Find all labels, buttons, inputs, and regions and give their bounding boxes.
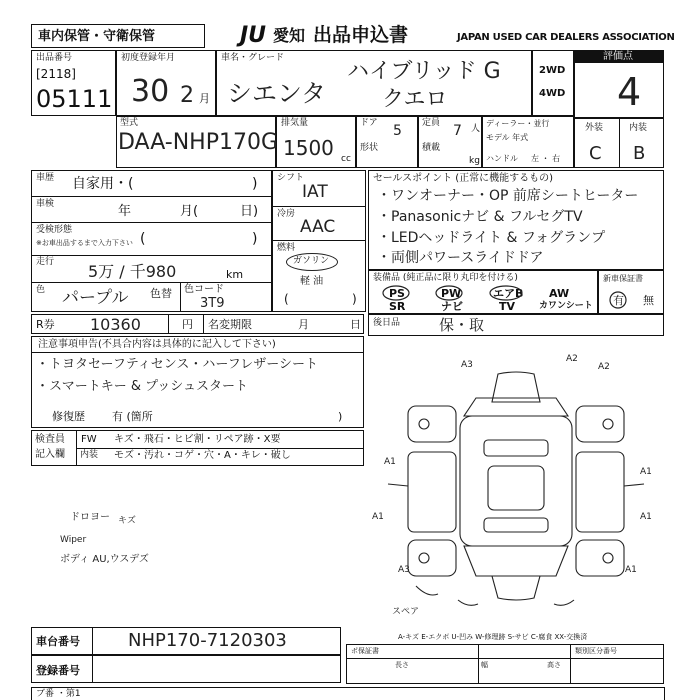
color-code-value: 3T9 [200,296,225,311]
name-change-label: 名変期限 [208,318,252,331]
diagram-mark-right-2: A1 [640,512,652,522]
car-name-value: シエンタ [227,79,327,108]
storage-box [31,24,205,48]
recycle-value: 10360 [90,315,141,334]
diagram-mark-front-right-2: A2 [598,362,610,372]
equip-aw: AW [549,287,570,300]
org-name: 愛知 [273,26,306,45]
inspector-label2: 記入欄 [35,449,65,460]
equip-pw: PW [441,287,462,300]
hand-note-3: Wiper [60,535,87,545]
equipment-circles [368,270,598,314]
warranty-yes: 有 [613,294,624,307]
score-box [574,50,664,118]
lot-sub: [2118] [36,67,76,81]
ext-length-label: 長さ [395,661,409,669]
fuel-gasoline: ガソリン [293,256,330,266]
diagram-mark-rear-left: A3 [398,565,410,575]
shape-label: 形状 [360,143,379,153]
footer-strip [31,687,665,700]
displacement-unit: cc [341,154,351,164]
registration-month: 2 [180,83,194,108]
usage-close: ) [252,176,258,192]
mileage-label: 走行 [36,257,55,267]
condition-box [574,118,664,168]
sales-point-1: ・ワンオーナー・OP 前席シートヒーター [377,188,639,204]
repair-history-value: 有 (箇所 [112,410,153,423]
ac-label: 冷房 [277,209,296,219]
registration-box [116,50,216,116]
notice-label: ポ保証書 [351,647,379,655]
repair-history-label: 修復歴 [52,410,85,423]
notes-box [31,336,364,428]
inspector-row1: キズ・飛石・ヒビ割・リペア跡・X要 [114,434,281,445]
diagram-mark-front-left: A3 [461,360,473,370]
car-body-diagram [368,336,664,626]
notes-label: 注意事項申告(不具合内容は具体的に記入して下さい) [38,339,276,350]
diagram-mark-front-right: A2 [566,354,578,364]
inspect-type-open: ( [140,231,146,247]
grade-line1: ハイブリッド G [347,59,501,84]
ac-value: AAC [300,217,336,237]
inspection-day: 日) [240,204,259,219]
interior-grade: B [633,143,646,164]
recycle-label: R券 [36,318,55,331]
inspect-type-close: ) [252,231,258,247]
handle-options: 左 ・ 右 [531,154,561,163]
fuel-paren-open: ( [284,292,289,306]
doors-value: 5 [393,123,402,139]
chassis-box [31,627,341,655]
diagram-mark-spare: スペア [392,607,420,617]
lot-value: 05111 [36,85,113,113]
later-label: 後日品 [373,318,401,328]
color-value: パープル [62,288,129,308]
hand-note-1: ドロヨー [70,512,110,523]
paint-change-label: 色替 [150,287,172,300]
shift-label: シフト [277,173,305,183]
equip-tv: TV [499,300,516,313]
exterior-grade: C [589,143,602,164]
car-name-box [216,50,532,116]
equip-navi: ナビ [441,300,463,313]
model-year-label: モデル 年式 [486,133,529,142]
inspector-row2: モズ・汚れ・コゲ・穴・A・キレ・破し [114,450,291,461]
registration-label: 初度登録年月 [121,53,176,63]
capacity-box [418,116,482,168]
inspection-label: 車検 [36,199,55,209]
inspection-year: 年 [118,204,132,219]
model-value: DAA-NHP170G [118,130,279,155]
form-title: 出品申込書 [313,24,409,46]
equip-3rd-seat: カワンシート [539,301,593,311]
car-name-label: 車名・グレード [221,53,285,63]
doors-label: ドア [360,118,378,128]
registration-year: 30 [131,74,170,109]
interior-label: 内装 [629,123,648,133]
drive-box [532,50,574,116]
reg-number-box [31,655,341,683]
damage-legend: A-キズ E-エクボ U-凹み W-修理跡 S-サビ C-腐食 XX-交換済 [398,633,588,641]
ju-logo: JU [240,23,267,48]
new-car-label: 新車保証書 [603,274,643,283]
load-unit: kg [469,156,480,166]
recycle-unit: 円 [182,318,193,331]
grade-line2: クエロ [382,87,448,112]
type-number-label: 類別区分番号 [575,647,617,655]
load-label: 積載 [422,143,441,153]
shift-value: IAT [302,182,328,202]
equip-airbag: エアB [493,287,524,300]
equip-sr: SR [389,300,406,313]
score-value: 4 [617,70,642,114]
inspector-label: 検査員 [35,434,65,445]
hand-note-4: ボディ AU,ウスデズ [60,554,149,565]
ext-height-label: 高さ [547,661,561,669]
lot-label: 出品番号 [36,53,73,63]
displacement-box [276,116,356,168]
name-change-month: 月 [298,318,309,331]
capacity-label: 定員 [422,118,441,128]
exterior-label: 外装 [585,123,604,133]
fuel-diesel: 軽 油 [300,276,324,287]
equipment-label: 装備品 (純正品に限り丸印を付ける) [373,273,518,283]
inspect-type-label: 受検形態 [36,225,73,235]
dealer-box [482,116,574,168]
diagram-mark-rear-right: A1 [625,565,637,575]
diagram-mark-right-1: A1 [640,467,652,477]
fuel-label: 燃料 [277,243,296,253]
inspector-tag-interior: 内装 [80,450,99,460]
doors-box [356,116,418,168]
fuel-paren-close: ) [352,292,357,306]
later-items-box [368,314,664,336]
displacement-label: 排気量 [281,118,309,128]
note-2: ・スマートキー & プッシュスタート [36,379,248,394]
color-label: 色 [36,285,46,295]
drive-2wd: 2WD [539,65,566,76]
handle-label: ハンドル [486,154,518,163]
displacement-value: 1500 [283,136,334,160]
dealer-label: ディーラー・並行 [486,119,550,128]
recycle-box [31,314,364,334]
hand-note-2: キズ [118,516,136,526]
footer-text: ブ番 ・第1 [36,689,81,699]
usage-label: 車歴 [36,173,55,183]
org-english: JAPAN USED CAR DEALERS ASSOCIATION [457,32,675,43]
inspection-month: 月( [180,204,199,219]
sales-points-label: セールスポイント (正常に機能するもの) [373,173,554,184]
warranty-no: 無 [643,294,654,307]
repair-history-close: ) [338,410,343,423]
inspector-tag-fw: FW [81,434,97,445]
registration-month-unit: 月 [199,92,210,105]
color-code-label: 色コード [184,284,224,295]
mileage-value: 5万 / 千980 [88,262,177,281]
capacity-unit: 人 [471,124,481,134]
storage-label: 車内保管・守衛保管 [38,29,156,44]
later-value: 保・取 [439,316,485,334]
sales-point-4: ・両側パワースライドドア [377,250,544,266]
note-1: ・トヨタセーフティセンス・ハーフレザーシート [36,357,318,372]
capacity-value: 7 [453,123,462,139]
inspect-type-note: ※お車出品するまで入力下さい [36,239,133,247]
sales-points-box [368,170,664,270]
usage-value: 自家用・( [72,176,134,192]
warranty-circle [598,270,664,314]
diagram-mark-left-1: A1 [384,457,396,467]
name-change-day: 日 [350,318,361,331]
reg-number-label: 登録番号 [36,664,80,677]
score-label: 評価点 [603,51,633,62]
chassis-label: 車台番号 [36,635,80,648]
ext-width-label: 幅 [481,661,488,669]
diagram-mark-left-2: A1 [372,512,384,522]
chassis-value: NHP170-7120303 [128,630,287,651]
drive-4wd: 4WD [539,88,566,99]
model-label: 型式 [120,118,139,128]
sales-point-2: ・Panasonicナビ & フルセグTV [377,209,583,225]
mileage-unit: km [226,268,244,281]
lot-number-box [31,50,116,116]
sales-point-3: ・LEDヘッドライト & フォグランプ [377,230,606,246]
equip-ps: PS [389,287,405,300]
dimensions-box [346,644,664,684]
